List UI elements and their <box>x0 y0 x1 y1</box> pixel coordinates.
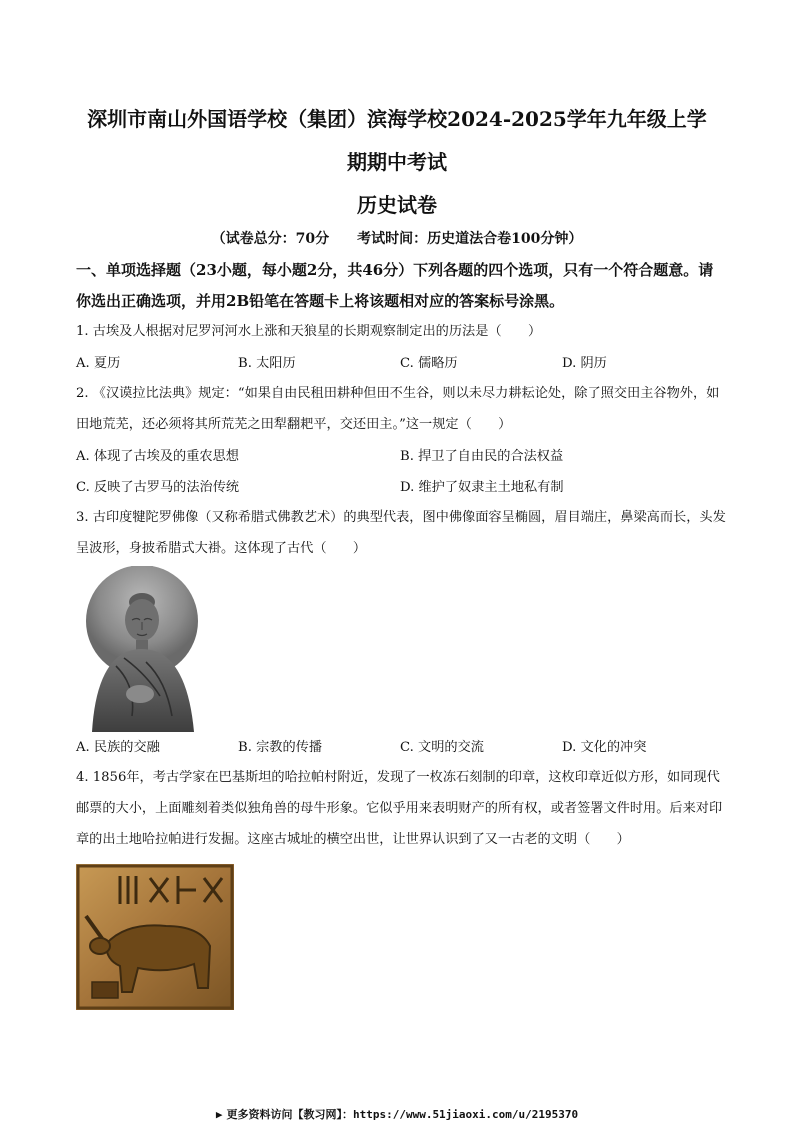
question-3-stem: 3. 古印度犍陀罗佛像（又称希腊式佛教艺术）的典型代表，图中佛像面容呈椭圆，眉目端庄，鼻梁高而长，头发呈波形，身披希腊式大褂。这体现了古代（ ） <box>76 510 726 556</box>
question-2-option-b: B. 捍卫了自由民的合法权益 <box>400 449 564 464</box>
question-1-stem: 1. 古埃及人根据对尼罗河河水上涨和天狼星的长期观察制定出的历法是（ ） <box>76 324 542 339</box>
question-1-option-b: B. 太阳历 <box>238 356 296 371</box>
footer-link[interactable] <box>0 1106 794 1122</box>
question-1-option-d: D. 阴历 <box>562 356 607 371</box>
exam-title-line2: 期期中考试 <box>347 150 447 174</box>
question-2-stem: 2. 《汉谟拉比法典》规定：“如果自由民租田耕种但田不生谷，则以未尽力耕耘论处，除了照交田主谷物外，如田地荒芜，还必须将其所荒芜之田犁翻耙平，交还田主。”这一规定（ ） <box>76 386 720 432</box>
footer-text: 更多资料访问【教习网】：https://www.51jiaoxi.com/u/2195370 <box>226 1108 579 1121</box>
question-3-option-c: C. 文明的交流 <box>400 740 484 755</box>
exam-meta: （试卷总分：70分 考试时间：历史道法合卷100分钟） <box>211 231 583 247</box>
question-2-option-a: A. 体现了古埃及的重农思想 <box>76 449 239 464</box>
question-2-option-c: C. 反映了古罗马的法治传统 <box>76 480 240 495</box>
gandhara-buddha-image <box>76 566 206 732</box>
exam-subject-title: 历史试卷 <box>357 193 437 217</box>
exam-title-line1: 深圳市南山外国语学校（集团）滨海学校2024-2025学年九年级上学 <box>87 107 707 131</box>
harappa-seal-image <box>76 864 234 1010</box>
question-2-option-d: D. 维护了奴隶主土地私有制 <box>400 480 564 495</box>
question-3-option-a: A. 民族的交融 <box>76 740 160 755</box>
question-3-option-b: B. 宗教的传播 <box>238 740 323 755</box>
flag-icon: ▶ <box>215 1108 223 1121</box>
question-1-option-a: A. 夏历 <box>76 356 121 371</box>
question-4-stem: 4. 1856年，考古学家在巴基斯坦的哈拉帕村附近，发现了一枚冻石刻制的印章，这枚印章近似方形，如同现代邮票的大小，上面雕刻着类似独角兽的母牛形象。它似乎用来表明财产的所有权，或者签署文件时用。后来对印章的出土地哈拉帕进行发掘。这座古城址的横空出世，让世界认识到了又一古老的文明（ ） <box>76 770 723 847</box>
question-1-option-c: C. 儒略历 <box>400 356 458 371</box>
question-3-option-d: D. 文化的冲突 <box>562 740 647 755</box>
section-1-instructions: 一、单项选择题（23小题，每小题2分，共46分）下列各题的四个选项，只有一个符合题意。请你选出正确选项，并用2B铅笔在答题卡上将该题相对应的答案标号涂黑。 <box>76 261 714 310</box>
